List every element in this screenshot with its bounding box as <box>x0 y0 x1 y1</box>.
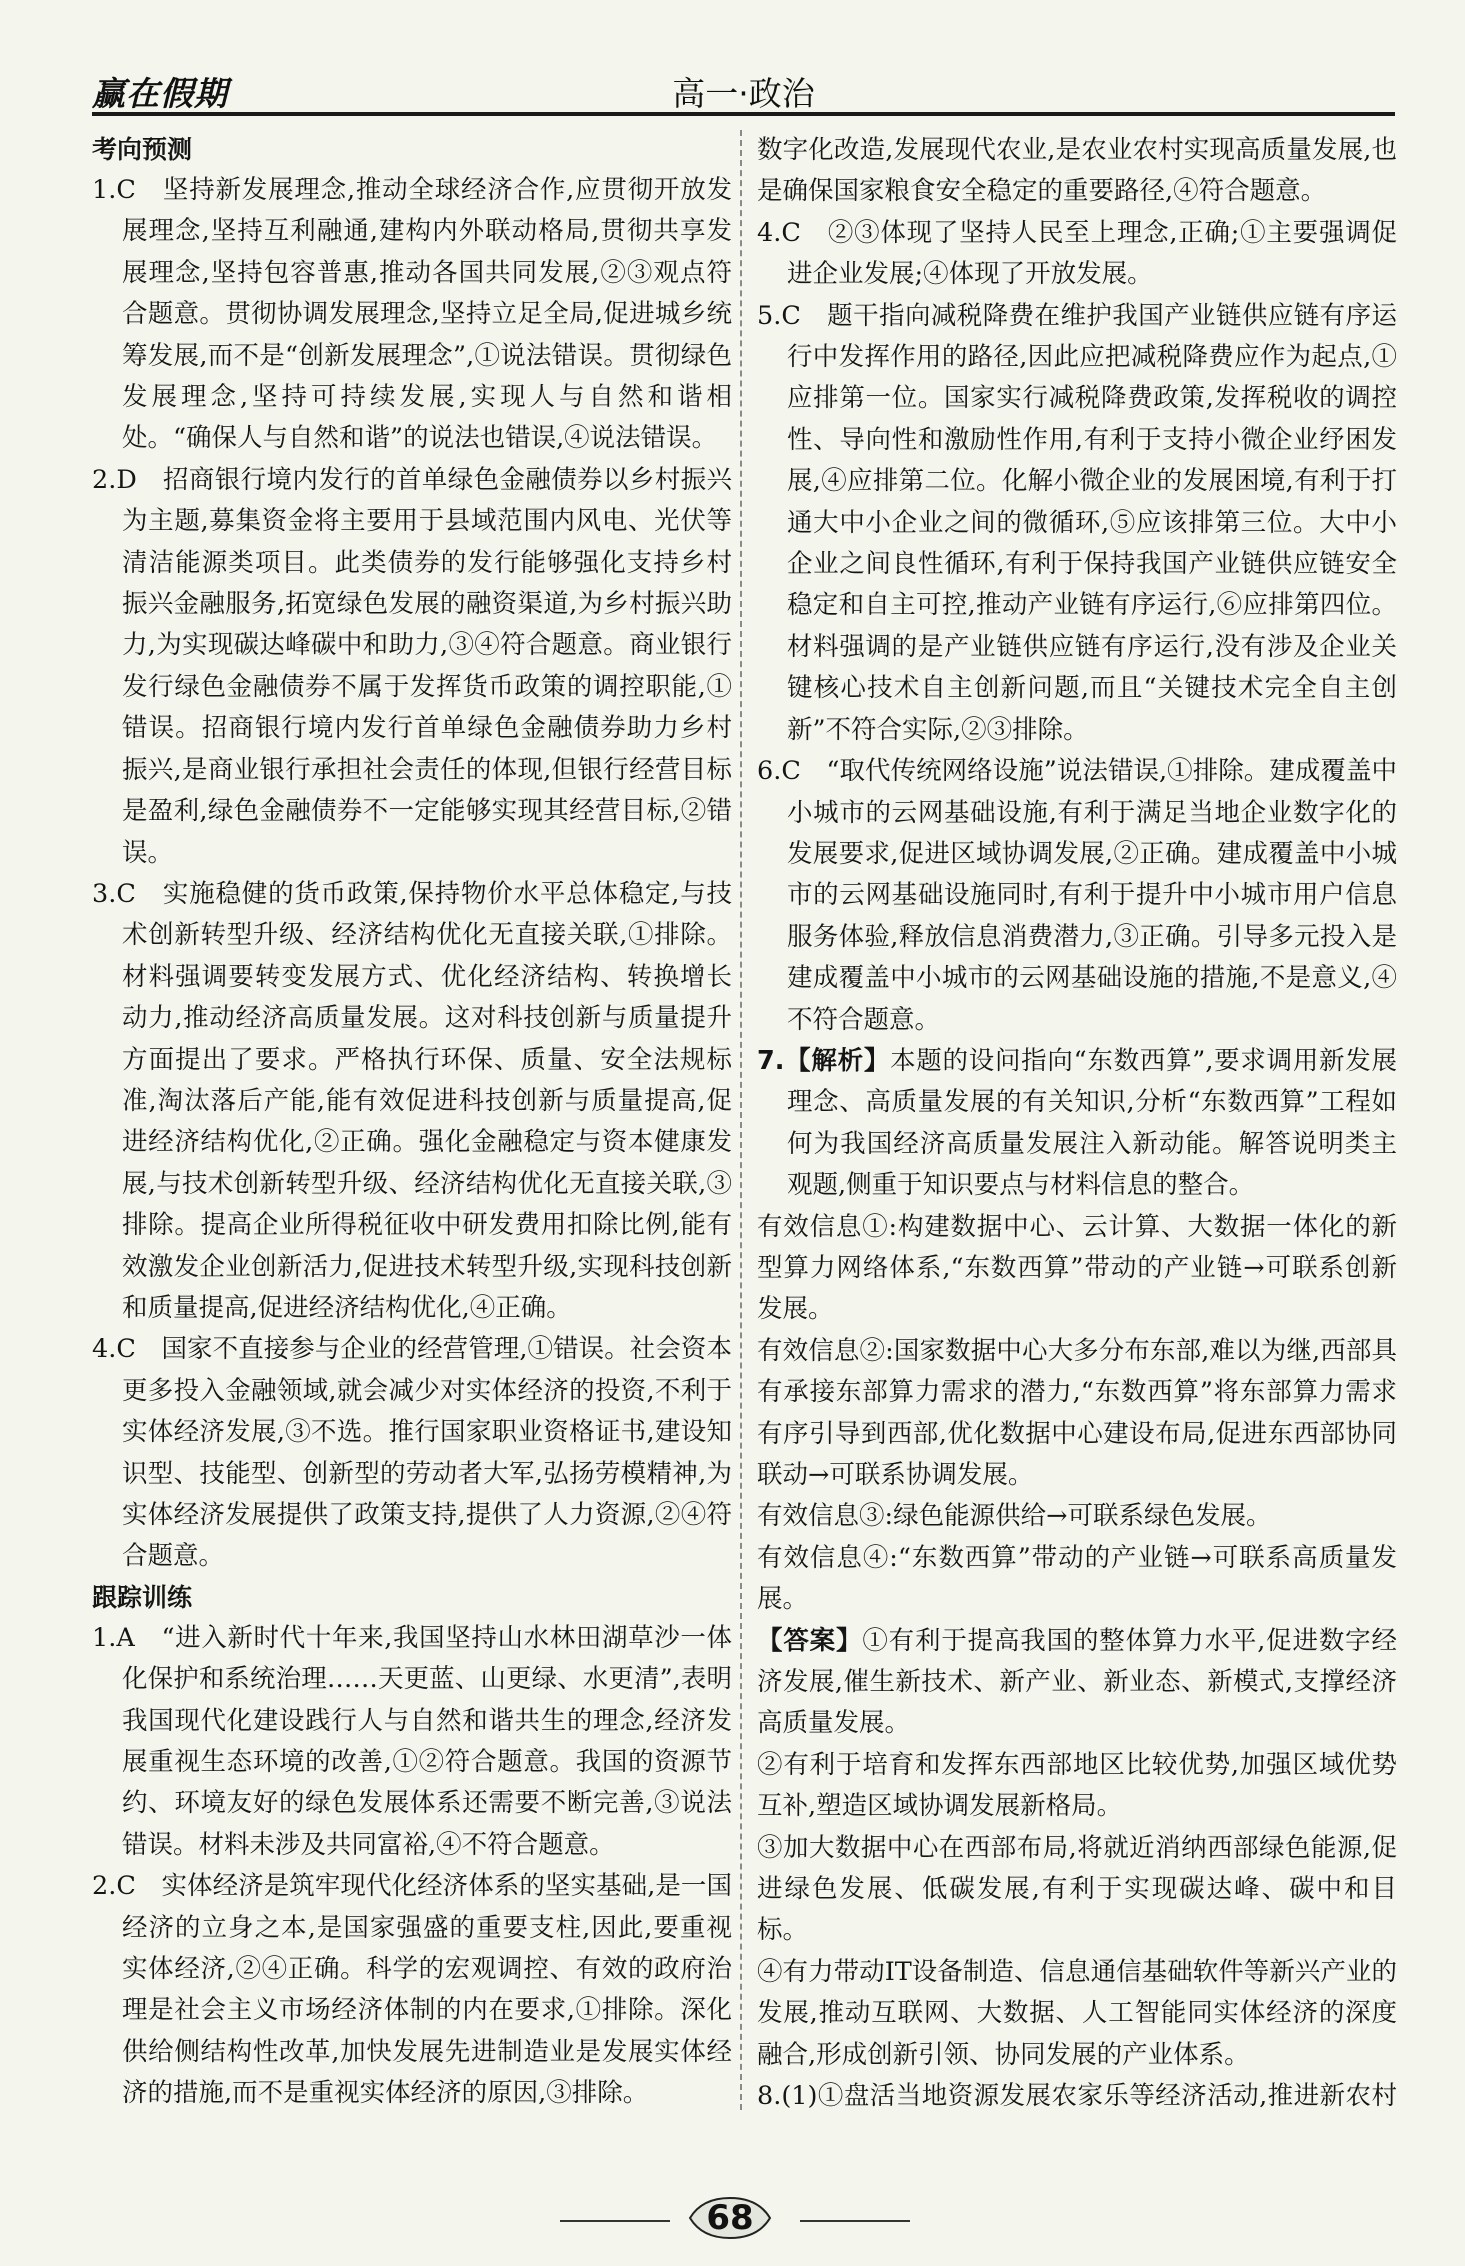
page-number-text: 68 <box>706 2198 754 2238</box>
answer-item: 4.C ②③体现了坚持人民至上理念,正确;①主要强调促进企业发展;④体现了开放发展。 <box>757 217 1397 290</box>
answer-item: 2.C 实体经济是筑牢现代化经济体系的坚实基础,是一国经济的立身之本,是国家强盛的重要支柱,因此,要重视实体经济,②④正确。科学的宏观调控、有效的政府治理是社会主义市场经济体制的内在要求,①排除。深化供给侧结构性改革,加快发展先进制造业是发展实体经济的措施,而不是重视实体经济的原因,③排除。 <box>92 1871 732 2109</box>
answer-point: ②有利于培育和发挥东西部地区比较优势,加强区域优势互补,塑造区域协调发展新格局。 <box>757 1749 1397 1822</box>
answer-item: 6.C “取代传统网络设施”说法错误,①排除。建成覆盖中小城市的云网基础设施,有利于满足当地企业数字化的发展要求,促进区域协调发展,②正确。建成覆盖中小城市的云网基础设施同时,有利于提升中小城市用户信息服务体验,释放信息消费潜力,③正确。引导多元投入是建成覆盖中小城市的云网基础设施的措施,不是意义,④不符合题意。 <box>757 756 1397 1035</box>
page-header <box>92 66 1395 116</box>
q7-answer <box>757 1621 1397 1745</box>
answer-item: 1.A “进入新时代十年来,我国坚持山水林田湖草沙一体化保护和系统治理……天更蓝、山更绿、水更清”,表明我国现代化建设践行人与自然和谐共生的理念,经济发展重视生态环境的改善,①②符合题意。我国的资源节约、环境友好的绿色发展体系还需要不断完善,③说法错误。材料未涉及共同富裕,④不符合题意。 <box>92 1622 732 1860</box>
answer-item <box>92 2115 732 2120</box>
q7-analysis <box>757 1041 1397 1207</box>
q8-answer: 8.(1)①盘活当地资源发展农家乐等经济活动,推进新农村 <box>757 2081 1397 2112</box>
page-footer <box>0 2192 1465 2252</box>
answer-item: 5.C 题干指向减税降费在维护我国产业链供应链有序运行中发挥作用的路径,因此应把减税降费应作为起点,①应排第一位。国家实行减税降费政策,发挥税收的调控性、导向性和激励性作用,有利于支持小微企业纾困发展,④应排第二位。化解小微企业的发展困境,有利于打通大中小企业之间的微循环,⑤应该排第三位。大中小企业之间良性循环,有利于保持我国产业链供应链安全稳定和自主可控,推动产业链有序运行,⑥应排第四位。材料强调的是产业链供应链有序运行,没有涉及企业关键核心技术自主创新问题,而且“关键技术完全自主创新”不符合实际,②③排除。 <box>757 300 1397 745</box>
q7-info: 有效信息①:构建数据中心、云计算、大数据一体化的新型算力网络体系,“东数西算”带动的产业链→可联系创新发展。 <box>757 1211 1397 1325</box>
answer-point: ③加大数据中心在西部布局,将就近消纳西部绿色能源,促进绿色发展、低碳发展,有利于实现碳达峰、碳中和目标。 <box>757 1832 1397 1946</box>
section-title-training: 跟踪训练 <box>92 1582 193 1612</box>
answer-point: ④有力带动IT设备制造、信息通信基础软件等新兴产业的发展,推动互联网、大数据、人工智能同实体经济的深度融合,形成创新引领、协同发展的产业体系。 <box>757 1956 1397 2070</box>
footer-rule-right <box>800 2220 910 2222</box>
brand-logo: 赢在假期 <box>92 74 228 113</box>
page-title: 高一·政治 <box>672 74 815 113</box>
q7-info: 有效信息④:“东数西算”带动的产业链→可联系高质量发展。 <box>757 1542 1397 1615</box>
column-divider <box>740 130 743 2110</box>
answer-item: 3.C 实施稳健的货币政策,保持物价水平总体稳定,与技术创新转型升级、经济结构优化无直接关联,①排除。材料强调要转变发展方式、优化经济结构、转换增长动力,推动经济高质量发展。这对科技创新与质量提升方面提出了要求。严格执行环保、质量、安全法规标准,淘汰落后产能,能有效促进科技创新与质量提高,促进经济结构优化,②正确。强化金融稳定与资本健康发展,与技术创新转型升级、经济结构优化无直接关联,③排除。提高企业所得税征收中研发费用扣除比例,能有效激发企业创新活力,促进技术转型升级,实现科技创新和质量提高,促进经济结构优化,④正确。 <box>92 878 732 1323</box>
answer-item: 4.C 国家不直接参与企业的经营管理,①错误。社会资本更多投入金融领域,就会减少对实体经济的投资,不利于实体经济发展,③不选。推行国家职业资格证书,建设知识型、技能型、创新型的劳动者大军,弘扬劳模精神,为实体经济发展提供了政策支持,提供了人力资源,②④符合题意。 <box>92 1334 732 1572</box>
section-title-forecast: 考向预测 <box>92 135 193 164</box>
page-number <box>680 2192 780 2244</box>
footer-rule-left <box>560 2220 670 2222</box>
answer-item: 2.D 招商银行境内发行的首单绿色金融债券以乡村振兴为主题,募集资金将主要用于县域范围内风电、光伏等清洁能源类项目。此类债券的发行能够强化支持乡村振兴金融服务,拓宽绿色发展的融资渠道,为乡村振兴助力,为实现碳达峰碳中和助力,③④符合题意。商业银行发行绿色金融债券不属于发挥货币政策的调控职能,①错误。招商银行境内发行首单绿色金融债券助力乡村振兴,是商业银行承担社会责任的体现,但银行经营目标是盈利,绿色金融债券不一定能够实现其经营目标,②错误。 <box>92 464 732 868</box>
answer-point: ①有利于提高我国的整体算力水平,促进数字经济发展,催生新技术、新产业、新业态、新模式,支撑经济高质量发展。 <box>757 1625 1397 1739</box>
q7-info: 有效信息③:绿色能源供给→可联系绿色发展。 <box>757 1501 1272 1532</box>
q7-label: 7.【解析】 <box>757 1045 891 1076</box>
right-column <box>757 130 1397 2120</box>
q7-analysis-text: 本题的设问指向“东数西算”,要求调用新发展理念、高质量发展的有关知识,分析“东数西算”工程如何为我国经济高质量发展注入新动能。解答说明类主观题,侧重于知识要点与材料信息的整合。 <box>787 1045 1397 1201</box>
answer-label: 【答案】 <box>757 1625 863 1656</box>
continuation-text: 数字化改造,发展现代农业,是农业农村实现高质量发展,也是确保国家粮食安全稳定的重要路径,④符合题意。 <box>757 135 1397 207</box>
q7-info: 有效信息②:国家数据中心大多分布东部,难以为继,西部具有承接东部算力需求的潜力,“东数西算”将东部算力需求有序引导到西部,优化数据中心建设布局,促进东西部协同联动→可联系协调发展。 <box>757 1335 1397 1490</box>
answer-item: 1.C 坚持新发展理念,推动全球经济合作,应贯彻开放发展理念,坚持互利融通,建构内外联动格局,贯彻共享发展理念,坚持包容普惠,推动各国共同发展,②③观点符合题意。贯彻协调发展理念,坚持立足全局,促进城乡统筹发展,而不是“创新发展理念”,①说法错误。贯彻绿色发展理念,坚持可持续发展,实现人与自然和谐相处。“确保人与自然和谐”的说法也错误,④说法错误。 <box>92 175 732 454</box>
left-column <box>92 130 732 2120</box>
